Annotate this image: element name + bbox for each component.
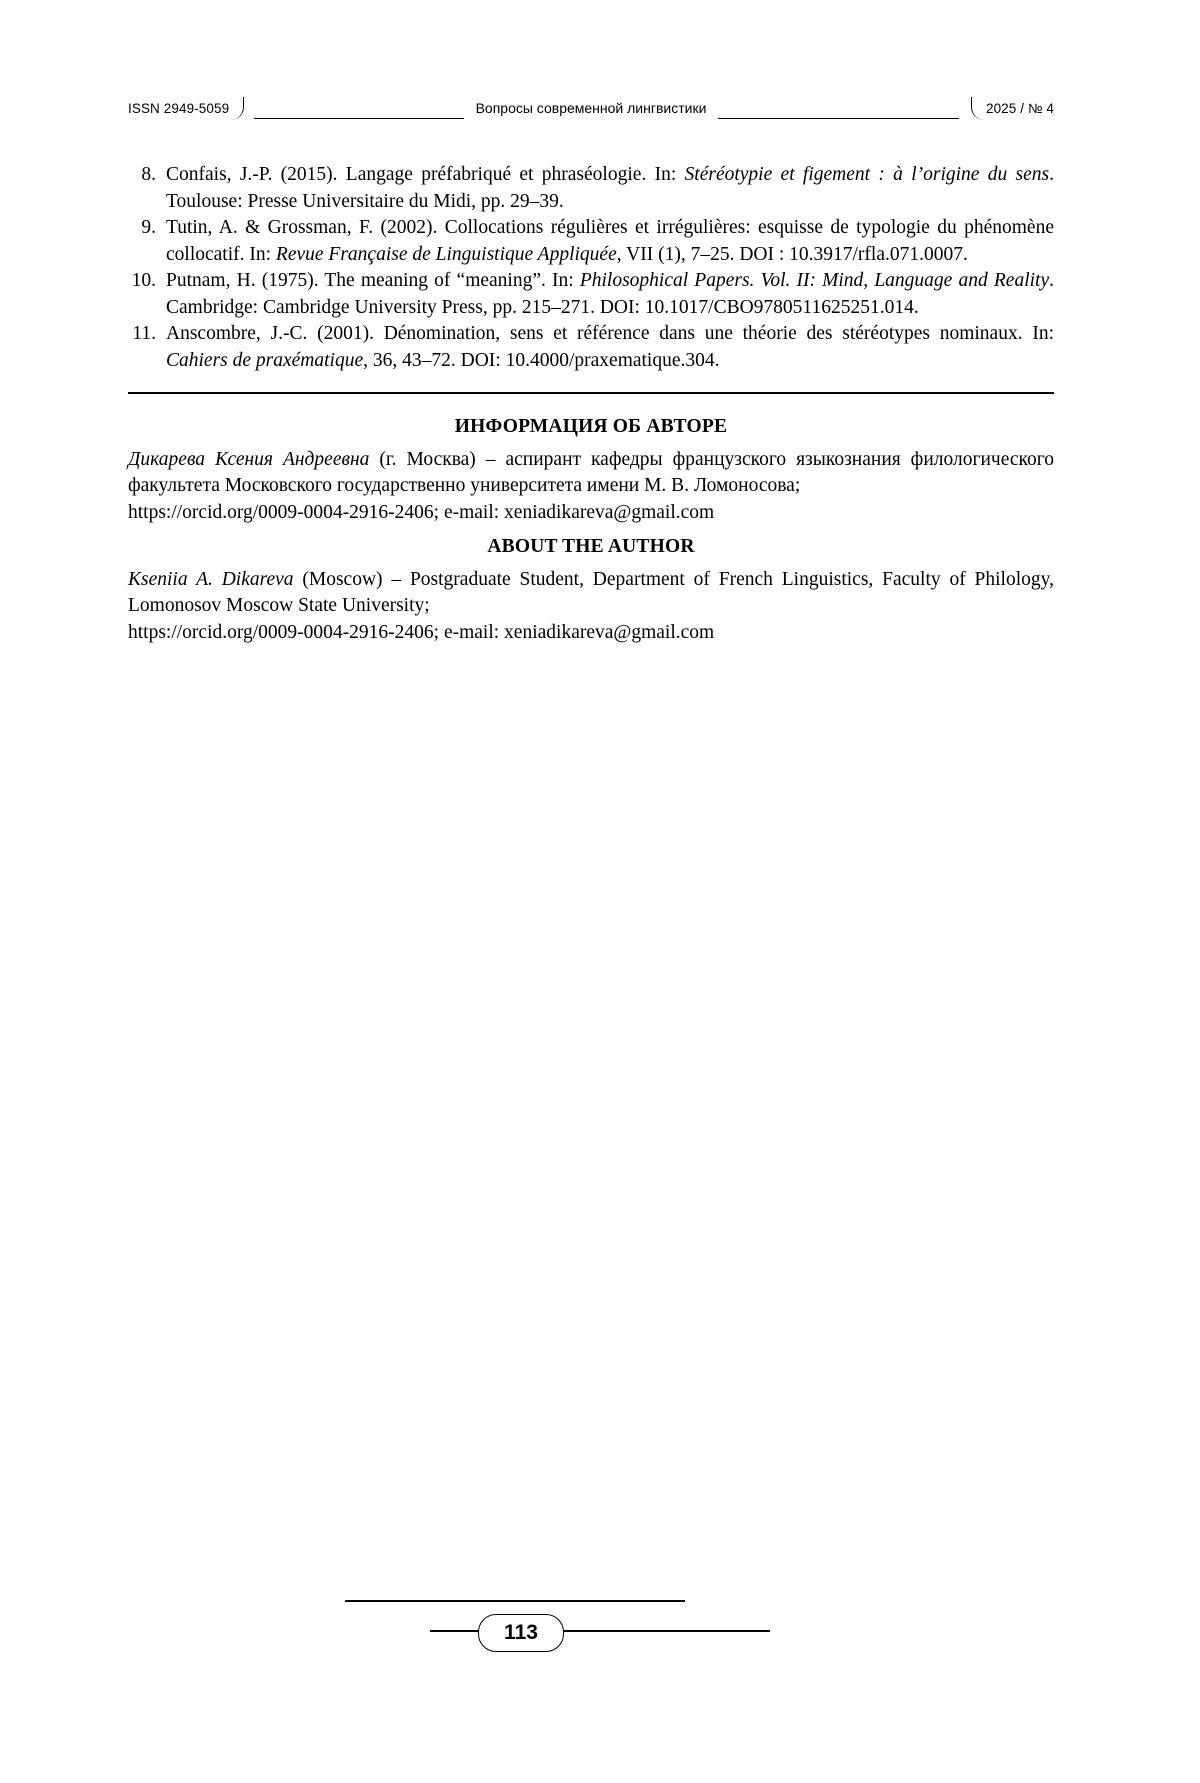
reference-item xyxy=(128,321,1054,374)
page-footer xyxy=(0,1600,1200,1690)
header-issn-text: ISSN 2949-5059 xyxy=(128,100,230,116)
emphasis-text: Kseniia A. Dikareva xyxy=(128,568,294,590)
plain-text: Anscombre, J.-C. (2001). Dénomination, sens et référence dans une théorie des stéréotypes nominaux. In: xyxy=(166,323,1054,344)
reference-text xyxy=(166,162,1054,215)
reference-number: 10. xyxy=(131,270,156,291)
author-info-ru-body xyxy=(128,447,1054,500)
plain-text: . Toulouse: Presse Universitaire du Midi, pp. 29–39. xyxy=(166,164,1054,212)
plain-text: . Cambridge: Cambridge University Press, pp. 215–271. DOI: 10.1017/CBO9780511625251.014. xyxy=(166,270,1054,318)
plain-text: Putnam, H. (1975). The meaning of “meaning”. In: xyxy=(166,270,580,291)
reference-number: 9. xyxy=(141,217,156,238)
running-head xyxy=(128,96,1054,126)
emphasis-text: Stéréotypie et figement : à l’origine du sens xyxy=(684,164,1050,185)
header-issn xyxy=(128,96,254,120)
reference-item xyxy=(128,215,1054,268)
emphasis-text: Revue Française de Linguistique Appliquée xyxy=(275,243,617,265)
author-info-ru-title: ИНФОРМАЦИЯ ОБ АВТОРЕ xyxy=(454,416,728,437)
plain-text: , 36, 43–72. DOI: 10.4000/praxematique.304. xyxy=(363,349,720,371)
author-info-en-body xyxy=(128,567,1054,620)
header-issue xyxy=(959,96,1054,120)
author-info-en xyxy=(128,534,1054,646)
page-number: 113 xyxy=(478,1614,564,1652)
reference-number: 8. xyxy=(141,164,156,185)
author-info-ru-contact: https://orcid.org/0009-0004-2916-2406; e-mail: xeniadikareva@gmail.com xyxy=(128,501,715,523)
reference-text xyxy=(166,215,1054,268)
author-info-ru xyxy=(128,414,1054,526)
reference-number: 11. xyxy=(132,323,156,344)
plain-text: Confais, J.-P. (2015). Langage préfabriqué et phraséologie. In: xyxy=(166,164,685,185)
emphasis-text: Philosophical Papers. Vol. II: Mind, Language and Reality xyxy=(579,270,1050,291)
emphasis-text: Cahiers de praxématique xyxy=(166,349,364,371)
footer-rule-top xyxy=(345,1600,685,1602)
reference-item xyxy=(128,268,1054,321)
header-journal-title xyxy=(128,96,1054,120)
plain-text: Tutin, A. & Grossman, F. (2002). Collocations régulières et irrégulières: esquisse de typologie du phénomène collocatif. In: xyxy=(166,217,1054,265)
reference-list xyxy=(128,162,1054,374)
plain-text: (Moscow) – Postgraduate Student, Department of French Linguistics, Faculty of Philology, Lomonosov Moscow State University; xyxy=(128,568,1054,616)
header-issue-curve xyxy=(971,97,986,120)
reference-text xyxy=(166,321,1054,374)
reference-item xyxy=(128,162,1054,215)
header-journal-title-text: Вопросы современной лингвистики xyxy=(464,96,719,120)
author-info-en-contact: https://orcid.org/0009-0004-2916-2406; e-mail: xeniadikareva@gmail.com xyxy=(128,621,715,643)
header-issn-curve xyxy=(229,97,244,120)
emphasis-text: Дикарева Ксения Андреевна xyxy=(128,448,370,470)
plain-text: , VII (1), 7–25. DOI : 10.3917/rfla.071.0007. xyxy=(616,243,968,265)
reference-text xyxy=(166,268,1054,321)
section-divider xyxy=(128,392,1054,394)
plain-text: (г. Москва) – аспирант кафедры французского языкознания филологического факультета Московского государственно университета имени М. В. Ломоносова; xyxy=(128,448,1054,496)
header-issue-text: 2025 / № 4 xyxy=(985,100,1054,116)
author-info-en-title: ABOUT THE AUTHOR xyxy=(487,536,695,557)
